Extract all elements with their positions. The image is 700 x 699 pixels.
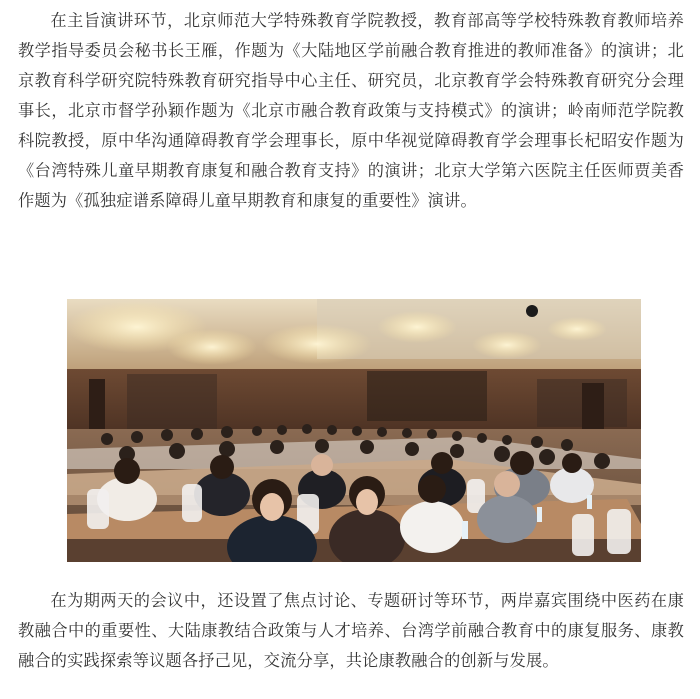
conference-photo: [67, 299, 641, 562]
article-paragraph-keynote: 在主旨演讲环节，北京师范大学特殊教育学院教授，教育部高等学校特殊教育教师培养教学指导委员会秘书长王雁，作题为《大陆地区学前融合教育推进的教师准备》的演讲；北京教育科学研究院特殊教育研究指导中心主任、研究员，北京教育学会特殊教育研究分会理事长，北京市督学孙颖作题为《北京市融合教育政策与支持模式》的演讲；岭南师范学院教科院教授，原中华沟通障碍教育学会理事长，原中华视觉障碍教育学会理事长杞昭安作题为《台湾特殊儿童早期教育康复和融合教育支持》的演讲；北京大学第六医院主任医师贾美香作题为《孤独症谱系障碍儿童早期教育和康复的重要性》演讲。: [18, 11, 684, 210]
ceiling-camera-icon: [526, 305, 538, 317]
article-paragraph-sessions: 在为期两天的会议中，还设置了焦点讨论、专题研讨等环节，两岸嘉宾围绕中医药在康教融合中的重要性、大陆康教结合政策与人才培养、台湾学前融合教育中的康复服务、康教融合的实践探索等议题各抒己见，交流分享，共论康教融合的创新与发展。: [18, 591, 684, 670]
